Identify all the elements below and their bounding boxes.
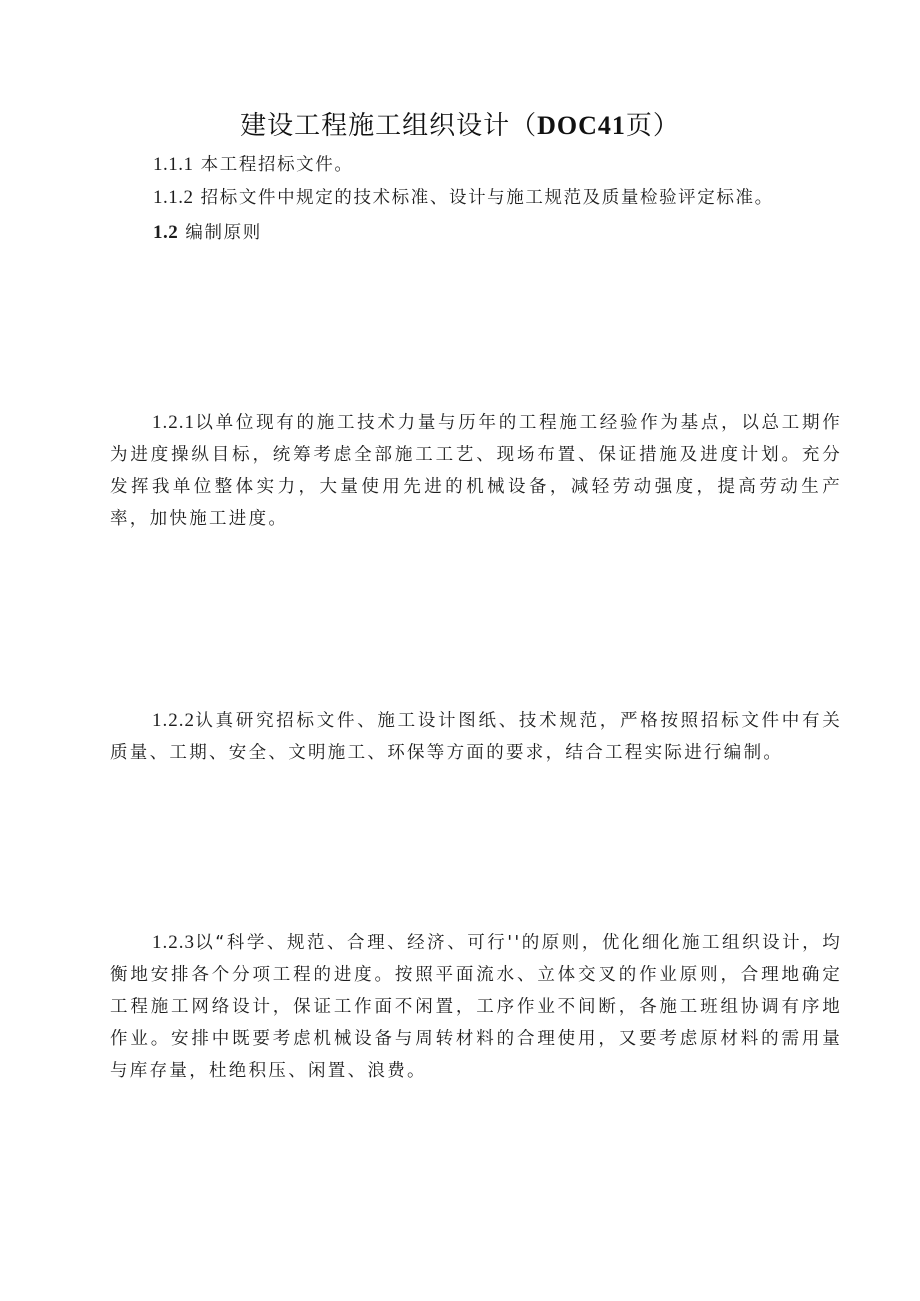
- paragraph-number: 1.2.1: [152, 412, 195, 433]
- paragraph-1-2-2: [110, 705, 842, 769]
- section-text: 编制原则: [185, 223, 262, 243]
- item-number: 1.1.1: [153, 154, 194, 175]
- paragraph-text: 以“科学、规范、合理、经济、可行''的原则，优化细化施工组织设计，均衡地安排各个分项工程的进度。按照平面流水、立体交叉的作业原则，合理地确定工程施工网络设计，保证工作面不闲置，工序作业不间断，各施工班组协调有序地作业。安排中既要考虑机械设备与周转材料的合理使用，又要考虑原材料的需用量与库存量，杜绝积压、闲置、浪费。: [110, 933, 842, 1081]
- item-text: 招标文件中规定的技术标准、设计与施工规范及质量检验评定标准。: [200, 188, 774, 208]
- title-main: 建设工程施工组织设计（: [240, 111, 538, 141]
- paragraph-text: 以单位现有的施工技术力量与历年的工程施工经验作为基点，以总工期作为进度操纵目标，统筹考虑全部施工工艺、现场布置、保证措施及进度计划。充分发挥我单位整体实力，大量使用先进的机械设备，减轻劳动强度，提高劳动生产率，加快施工进度。: [110, 413, 842, 529]
- paragraph-text: 认真研究招标文件、施工设计图纸、技术规范，严格按照招标文件中有关质量、工期、安全、文明施工、环保等方面的要求，结合工程实际进行编制。: [110, 711, 842, 763]
- list-item-1-1-2: [153, 186, 774, 210]
- paragraph-1-2-1: [110, 407, 842, 535]
- item-number: 1.1.2: [153, 187, 194, 208]
- title-doc-code: DOC41: [537, 111, 626, 140]
- paragraph-1-2-3: [110, 927, 842, 1087]
- page-title: [0, 108, 920, 144]
- list-item-1-1-1: [153, 153, 353, 177]
- paragraph-number: 1.2.3: [152, 932, 195, 953]
- paragraph-number: 1.2.2: [152, 710, 195, 731]
- section-number: 1.2: [153, 222, 179, 243]
- section-heading-1-2: [153, 221, 262, 245]
- item-text: 本工程招标文件。: [200, 155, 354, 175]
- title-end: 页）: [625, 111, 680, 141]
